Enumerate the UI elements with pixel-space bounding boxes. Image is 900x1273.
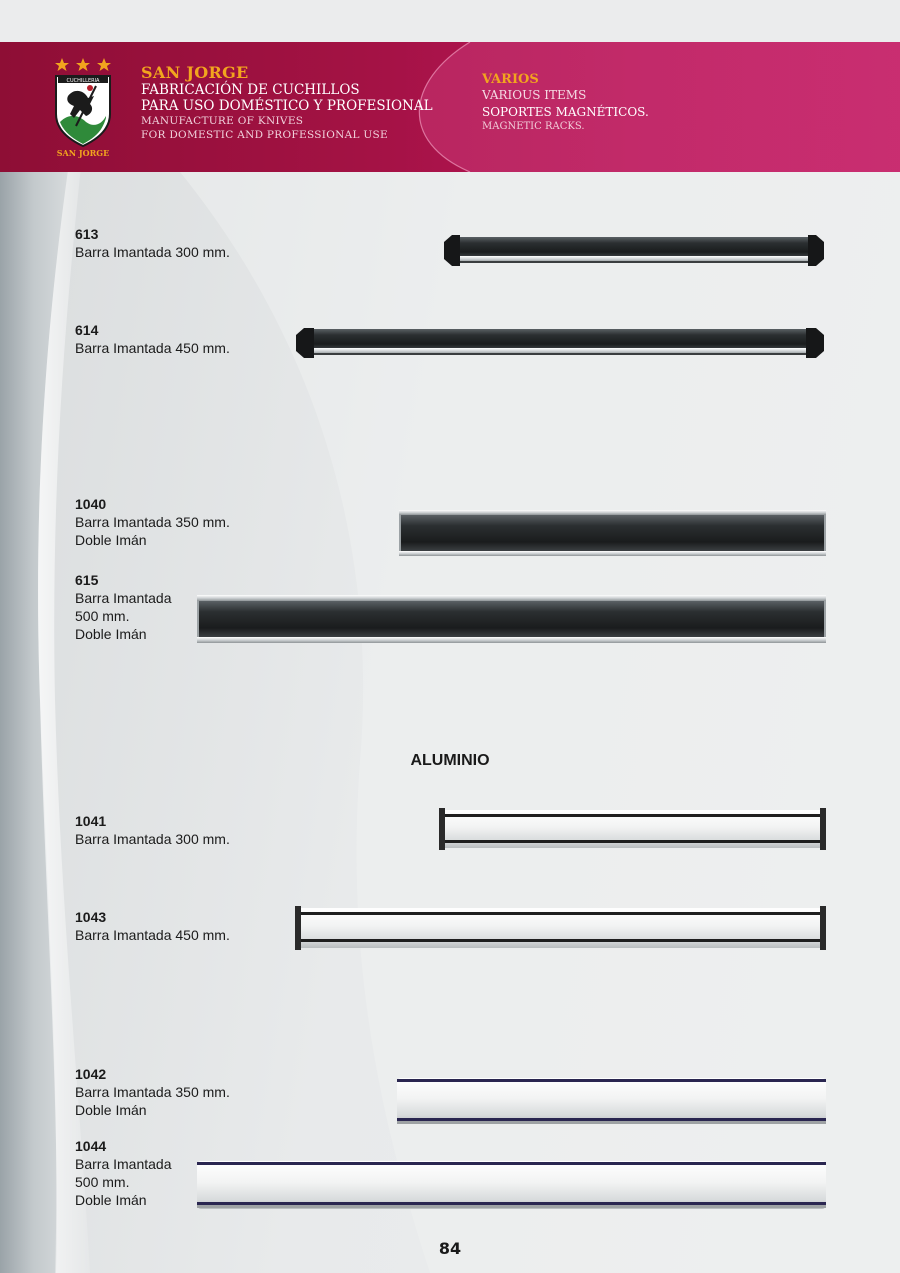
banner-curve-decoration	[0, 42, 900, 172]
product-code: 614	[75, 322, 99, 338]
brand-name: SAN JORGE	[141, 63, 249, 82]
product-image-1040	[397, 508, 828, 558]
subcategory-es: SOPORTES MAGNÉTICOS.	[482, 105, 649, 119]
subcategory-en: MAGNETIC RACKS.	[482, 121, 585, 132]
product-label	[75, 571, 172, 643]
product-size: 500 mm.	[75, 1174, 130, 1190]
product-description: Barra Imantada 350 mm.	[75, 514, 230, 530]
product-label	[75, 225, 230, 261]
brand-tagline-es-2: PARA USO DOMÉSTICO Y PROFESIONAL	[141, 98, 433, 114]
product-description: Barra Imantada 450 mm.	[75, 340, 230, 356]
product-feature: Doble Imán	[75, 1102, 147, 1118]
product-code: 1040	[75, 496, 107, 512]
brand-tagline-en-2: FOR DOMESTIC AND PROFESSIONAL USE	[141, 129, 388, 141]
product-code: 615	[75, 572, 99, 588]
product-code: 1043	[75, 909, 107, 925]
product-feature: Doble Imán	[75, 1192, 147, 1208]
product-image-1043	[293, 902, 828, 954]
san-jorge-logo	[50, 52, 116, 160]
section-title-aluminio: ALUMINIO	[410, 752, 490, 769]
product-code: 1042	[75, 1066, 107, 1082]
product-description: Barra Imantada	[75, 590, 172, 606]
product-label	[75, 1065, 230, 1119]
product-description: Barra Imantada 300 mm.	[75, 831, 230, 847]
product-description: Barra Imantada 300 mm.	[75, 244, 230, 260]
brand-block	[141, 64, 433, 142]
product-description: Barra Imantada	[75, 1156, 172, 1172]
product-label	[75, 321, 230, 357]
brand-tagline-es-1: FABRICACIÓN DE CUCHILLOS	[141, 82, 360, 98]
product-image-613	[440, 232, 828, 270]
brand-tagline-en-1: MANUFACTURE OF KNIVES	[141, 115, 304, 127]
product-image-615	[195, 593, 828, 645]
product-code: 1044	[75, 1138, 107, 1154]
svg-text:CUCHILLERIA: CUCHILLERIA	[66, 78, 100, 84]
category-es: VARIOS	[482, 72, 539, 87]
product-size: 500 mm.	[75, 608, 130, 624]
product-image-614	[292, 324, 828, 364]
product-feature: Doble Imán	[75, 626, 147, 642]
product-code: 1041	[75, 813, 107, 829]
header-banner	[0, 42, 900, 172]
category-en: VARIOUS ITEMS	[482, 88, 587, 102]
page-number: 84	[438, 1239, 462, 1258]
product-image-1044	[195, 1158, 828, 1212]
product-label	[75, 1137, 172, 1209]
product-feature: Doble Imán	[75, 532, 147, 548]
product-code: 613	[75, 226, 99, 242]
top-strip	[0, 0, 900, 42]
product-image-1042	[395, 1075, 828, 1127]
product-label	[75, 908, 230, 944]
product-description: Barra Imantada 350 mm.	[75, 1084, 230, 1100]
product-label	[75, 495, 230, 549]
product-label	[75, 812, 230, 848]
product-image-1041	[437, 804, 828, 854]
product-description: Barra Imantada 450 mm.	[75, 927, 230, 943]
svg-text:SAN JORGE: SAN JORGE	[56, 148, 110, 158]
category-block	[482, 72, 649, 133]
